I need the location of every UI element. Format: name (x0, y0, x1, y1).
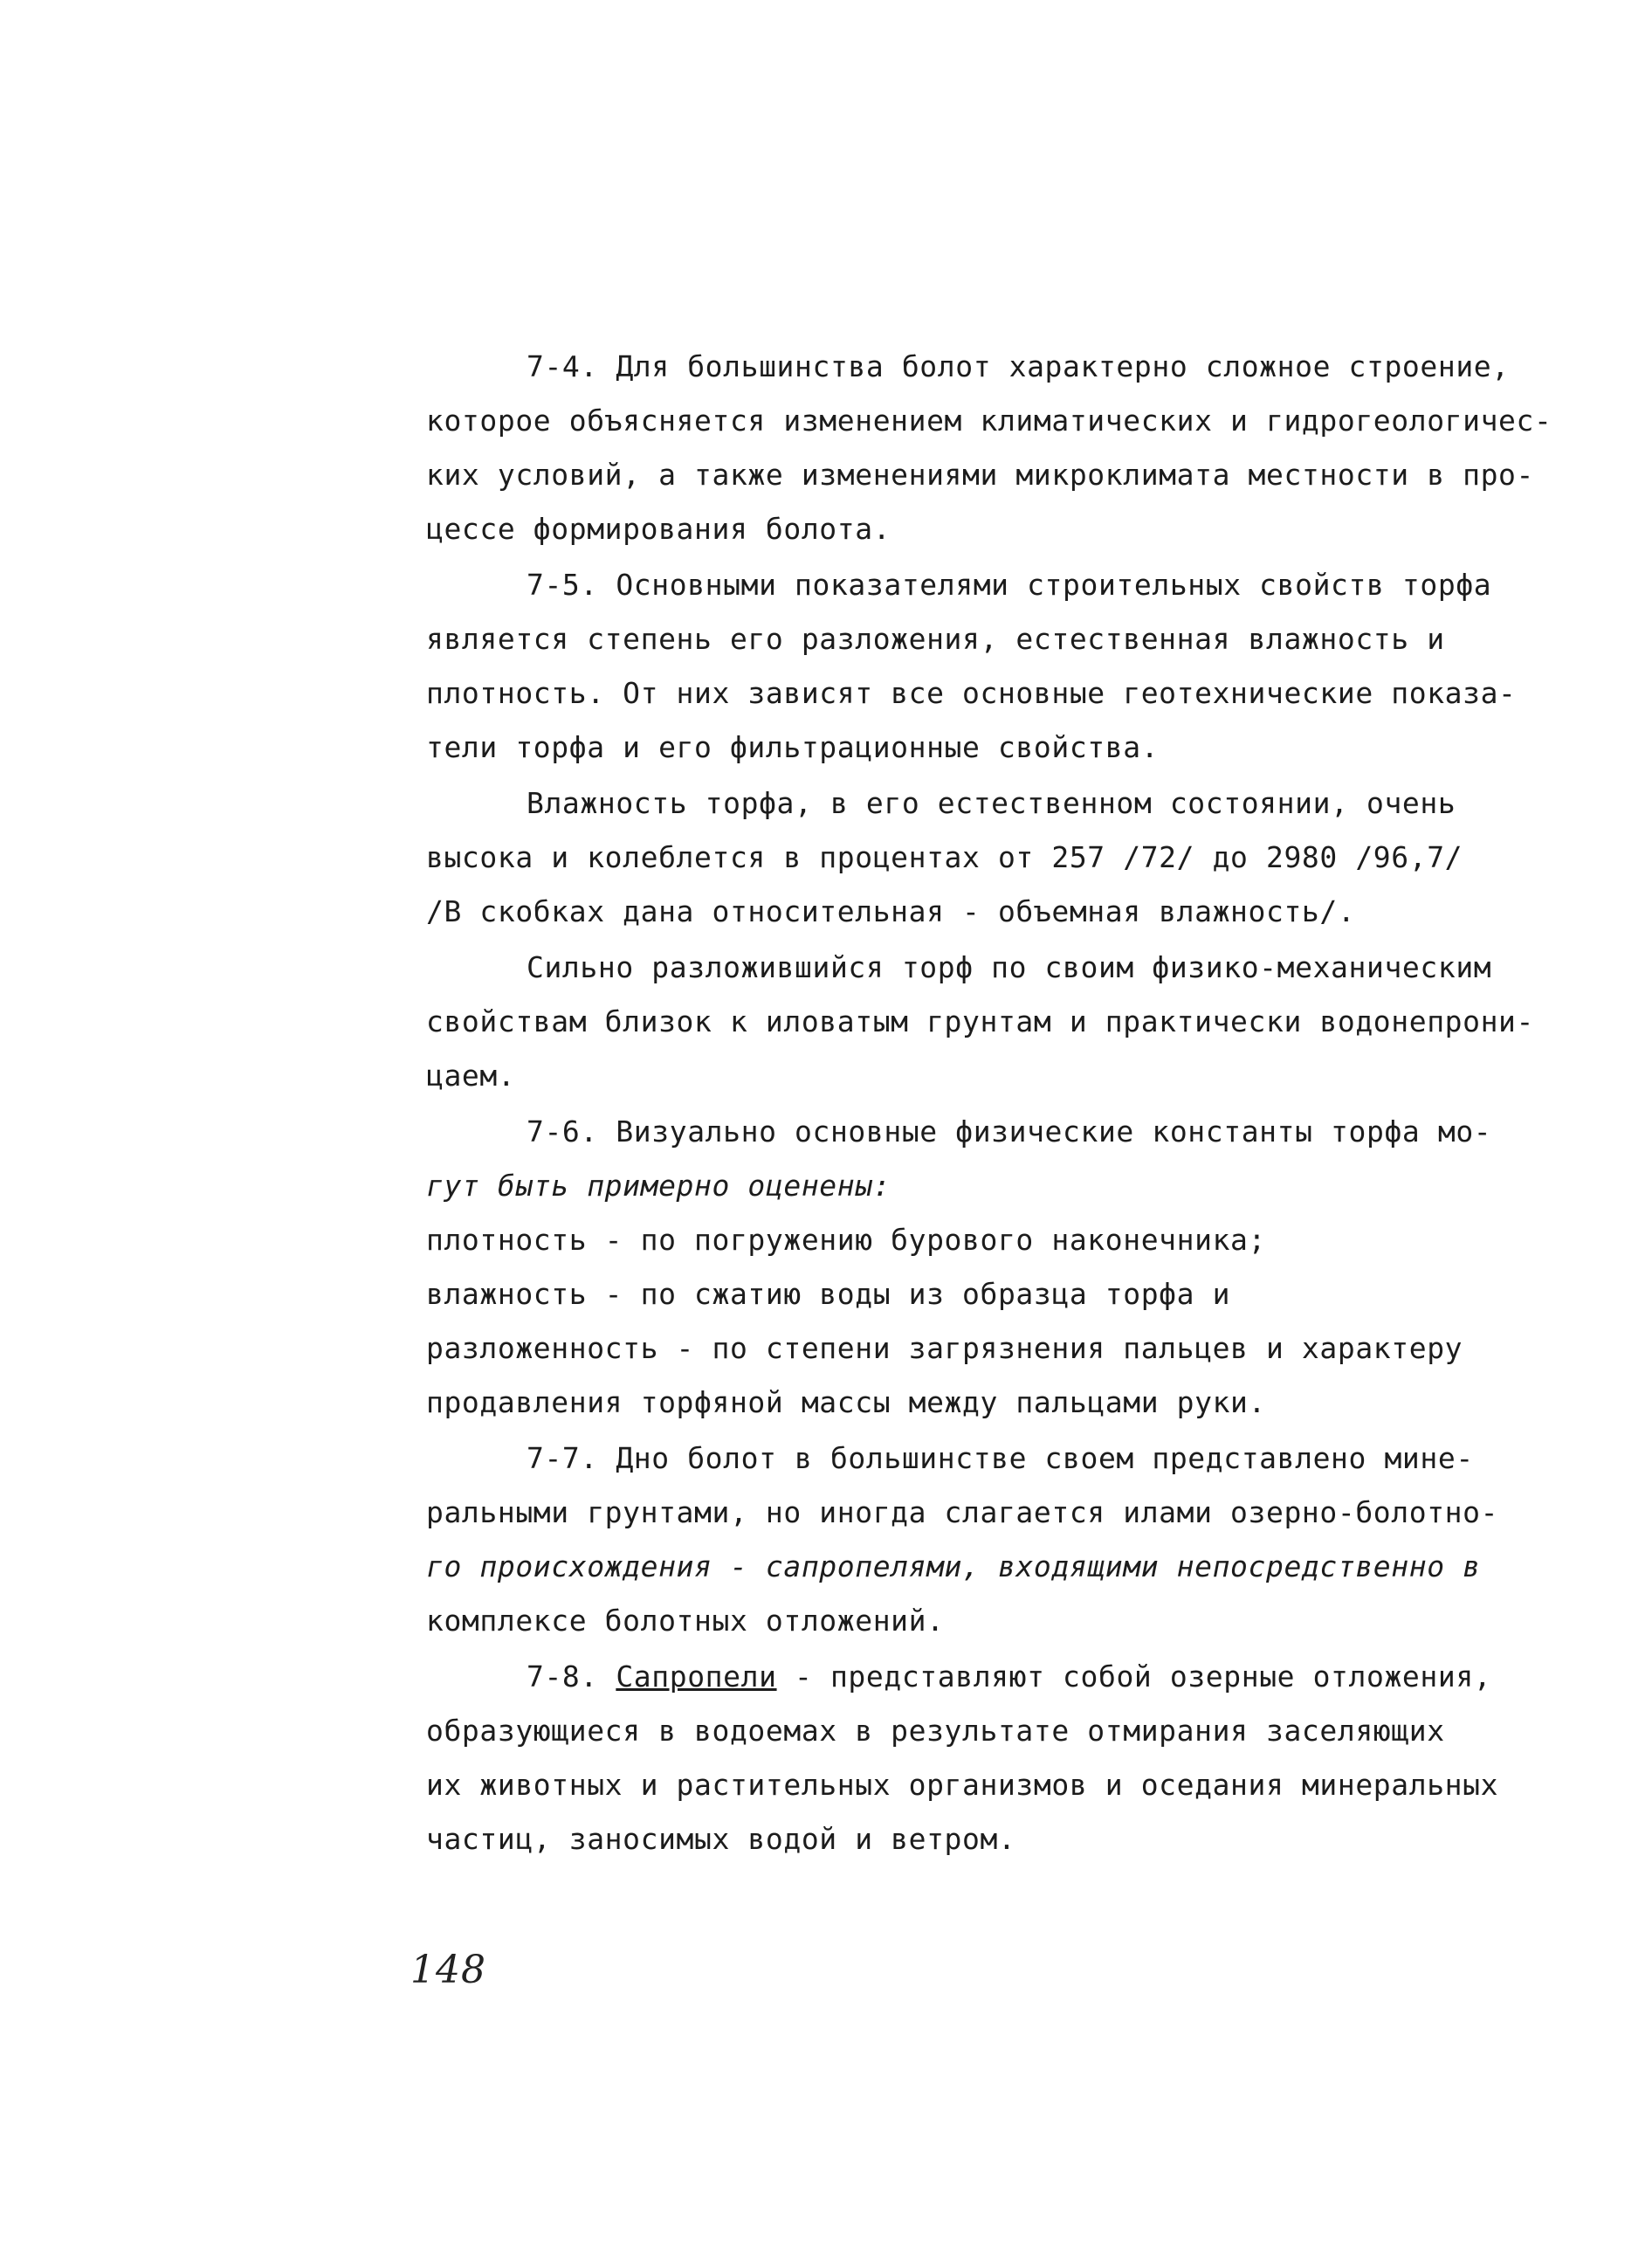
paragraph-7-8-line-1-rest: - представляют собой озерные отложения, (795, 1659, 1492, 1694)
paragraph-moisture-line-1: Влажность торфа, в его естественном состоянии, очень (527, 786, 1456, 820)
paragraph-7-5-line-3: плотность. От них зависят все основные геотехнические показа- (426, 676, 1517, 710)
paragraph-7-6-line-4: влажность - по сжатию воды из образца торфа и (426, 1277, 1231, 1311)
paragraph-7-5-line-4: тели торфа и его фильтрационные свойства. (426, 730, 1160, 764)
paragraph-7-8-line-3: их животных и растительных организмов и оседания минеральных (426, 1768, 1499, 1802)
paragraph-7-8-number: 7-8. (527, 1659, 616, 1694)
paragraph-7-6-line-3: плотность - по погружению бурового наконечника; (426, 1223, 1266, 1257)
paragraph-7-4-line-2: которое объясняется изменением климатических и гидрогеологичес- (426, 404, 1552, 438)
paragraph-7-8-line-1 (527, 1659, 1491, 1694)
paragraph-7-4-line-1: 7-4. Для большинства болот характерно сложное строение, (527, 349, 1510, 383)
paragraph-decomposed-line-1: Сильно разложившийся торф по своим физико-механическим (527, 950, 1492, 984)
paragraph-7-8-line-2: образующиеся в водоемах в результате отмирания заселяющих (426, 1714, 1445, 1748)
page-number: 148 (410, 1948, 486, 1992)
paragraph-7-4-line-4: цессе формирования болота. (426, 512, 891, 546)
paragraph-7-7-line-1: 7-7. Дно болот в большинстве своем представлено мине- (527, 1441, 1474, 1475)
paragraph-7-4-line-3: ких условий, а также изменениями микроклимата местности в про- (426, 458, 1534, 492)
paragraph-7-6-line-6: продавления торфяной массы между пальцами руки. (426, 1385, 1266, 1419)
paragraph-moisture-line-3: /В скобках дана относительная - объемная влажность/. (426, 894, 1356, 928)
paragraph-7-6-line-5: разложенность - по степени загрязнения пальцев и характеру (426, 1331, 1463, 1365)
paragraph-7-5-line-1: 7-5. Основными показателями строительных свойств торфа (527, 568, 1492, 602)
paragraph-7-7-line-3: го происхождения - сапропелями, входящими непосредственно в (426, 1549, 1481, 1583)
term-sapropels: Сапропели (616, 1659, 777, 1694)
paragraph-7-5-line-2: является степень его разложения, естественная влажность и (426, 622, 1445, 656)
paragraph-7-7-line-4: комплексе болотных отложений. (426, 1604, 945, 1638)
paragraph-decomposed-line-2: свойствам близок к иловатым грунтам и практически водонепрони- (426, 1004, 1534, 1038)
paragraph-7-7-line-2: ральными грунтами, но иногда слагается илами озерно-болотно- (426, 1495, 1499, 1529)
paragraph-decomposed-line-3: цаем. (426, 1059, 516, 1093)
paragraph-moisture-line-2: высока и колеблется в процентах от 257 /72/ до 2980 /96,7/ (426, 840, 1463, 874)
paragraph-7-6-line-1: 7-6. Визуально основные физические константы торфа мо- (527, 1114, 1492, 1149)
paragraph-7-8-line-4: частиц, заносимых водой и ветром. (426, 1822, 1016, 1856)
paragraph-7-6-line-2: гут быть примерно оценены: (426, 1169, 891, 1203)
